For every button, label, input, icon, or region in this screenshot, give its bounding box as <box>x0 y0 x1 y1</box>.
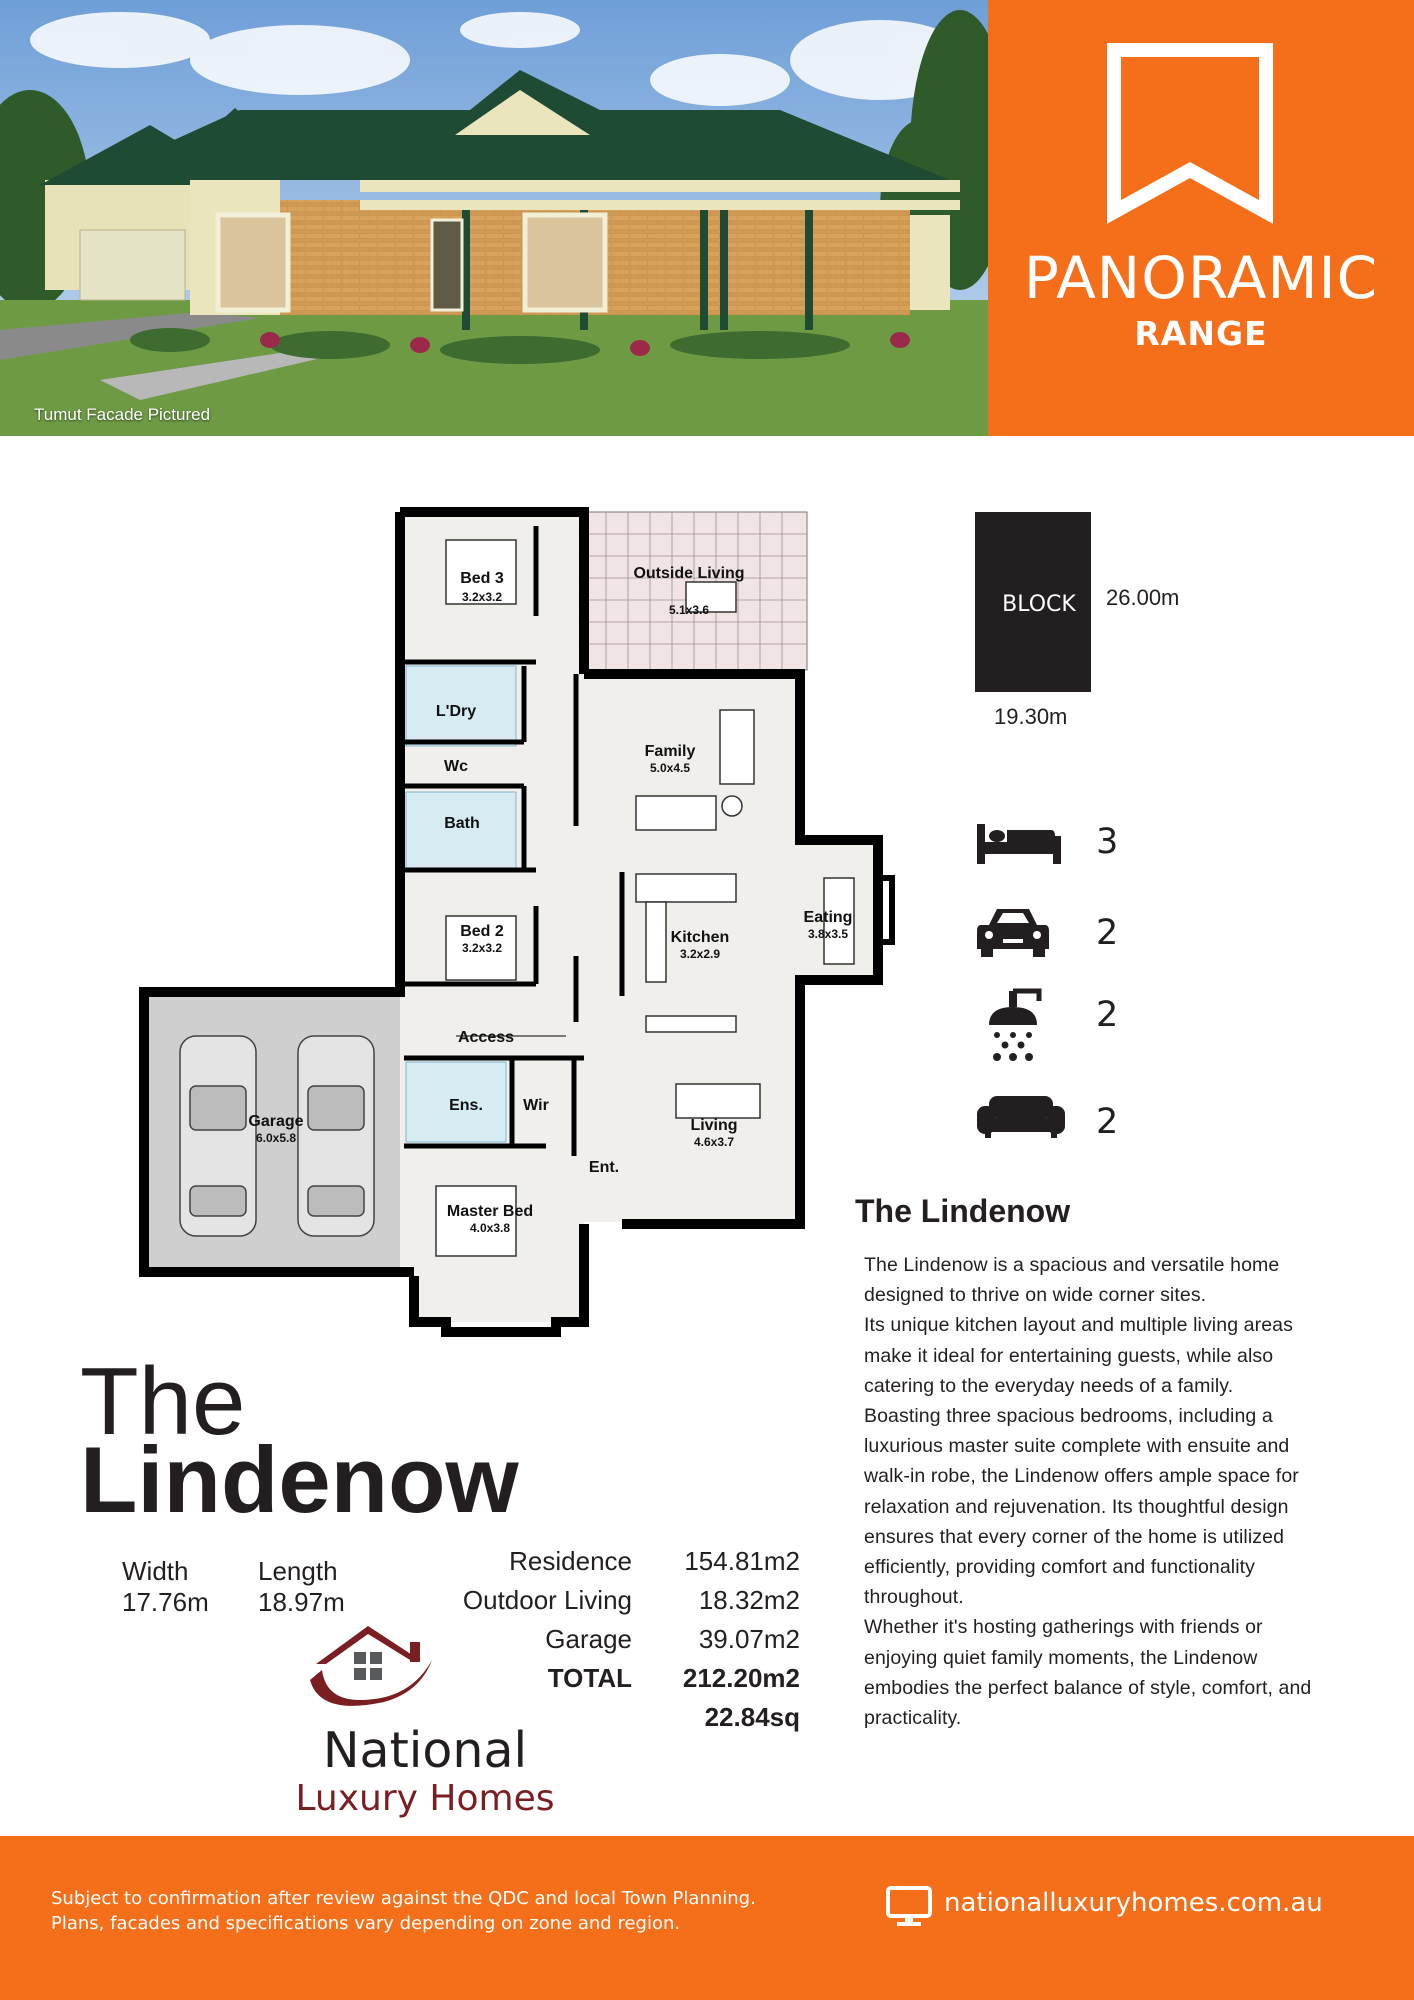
logo-wordmark: National <box>322 1722 528 1779</box>
description-paragraph: Boasting three spacious bedrooms, including a luxurious master suite complete with ensuite and walk-in robe, the Lindenow offers ample space for relaxation and rejuvenation. Its thoughtful design ensures that every corner of the home is utilized efficiently, providing comfort and functionality throughout. <box>864 1405 1299 1609</box>
room-name: Bed 3 <box>460 570 504 587</box>
description-paragraph: Whether it's hosting gatherings with friends or enjoying quiet family moments, the Lindenow embodies the perfect balance of style, comfort, and practicality. <box>864 1616 1312 1730</box>
sofa-icon <box>975 1092 1067 1140</box>
area-row <box>438 1585 800 1624</box>
room-name: Ent. <box>588 1159 620 1176</box>
room-size: 4.6x3.7 <box>693 1135 735 1149</box>
length-label: Length <box>258 1556 338 1586</box>
width-label: Width <box>122 1556 189 1586</box>
feature-bedrooms <box>975 812 1175 872</box>
logo-wordmark-sub: Luxury Homes <box>295 1778 555 1819</box>
home-title: Lindenow <box>80 1427 519 1532</box>
disclaimer <box>51 1886 756 1936</box>
room-size: 3.2x2.9 <box>679 947 721 961</box>
room-size: 5.0x4.5 <box>649 761 691 775</box>
room-size: 6.0x5.8 <box>255 1131 297 1145</box>
room-name: Bed 2 <box>460 923 504 940</box>
length-spec <box>258 1556 345 1618</box>
length-value: 18.97m <box>258 1587 345 1617</box>
block-label: BLOCK <box>1002 592 1076 617</box>
room-size: 3.8x3.5 <box>807 927 849 941</box>
description-body <box>864 1250 1334 1733</box>
monitor-icon <box>886 1886 932 1928</box>
area-label: Residence <box>509 1546 632 1576</box>
feature-count: 2 <box>1096 1102 1119 1142</box>
feature-count: 2 <box>1096 913 1119 953</box>
room-name: Family <box>644 743 696 760</box>
area-row <box>438 1546 800 1585</box>
room-name: Wc <box>444 758 468 775</box>
disclaimer-line: Plans, facades and specifications vary depending on zone and region. <box>51 1913 681 1934</box>
description-title: The Lindenow <box>855 1193 1071 1229</box>
area-value: 22.84sq <box>704 1702 800 1732</box>
feature-garage <box>975 903 1175 963</box>
description-paragraph: Its unique kitchen layout and multiple living areas make it ideal for entertaining guests, while also catering to the everyday needs of a family. <box>864 1314 1293 1397</box>
room-size: 3.2x3.2 <box>461 941 503 955</box>
car-icon <box>975 903 1051 959</box>
room-name: Living <box>690 1117 738 1134</box>
feature-living-areas <box>975 1092 1175 1152</box>
bed-icon <box>975 812 1063 868</box>
area-row <box>438 1624 800 1663</box>
area-value: 39.07m2 <box>698 1624 800 1654</box>
room-name: Access <box>457 1029 515 1046</box>
room-name: Outside Living <box>633 565 745 582</box>
floor-plan <box>136 506 926 1338</box>
area-value: 18.32m2 <box>698 1585 800 1615</box>
feature-count: 2 <box>1096 995 1119 1035</box>
width-value: 17.76m <box>122 1587 209 1617</box>
area-row-total <box>438 1663 800 1702</box>
area-label: Garage <box>545 1624 632 1654</box>
room-name: Eating <box>803 909 853 926</box>
block-depth: 26.00m <box>1106 585 1180 610</box>
room-size: 5.1x3.6 <box>668 603 710 617</box>
block-width: 19.30m <box>994 704 1068 729</box>
area-value: 212.20m2 <box>682 1663 800 1693</box>
room-size: 4.0x3.8 <box>469 1221 511 1235</box>
room-name: Bath <box>444 815 480 832</box>
range-subtitle: RANGE <box>1134 314 1268 353</box>
area-value: 154.81m2 <box>684 1546 800 1576</box>
room-name: Wir <box>523 1097 549 1114</box>
room-name: Garage <box>248 1113 304 1130</box>
disclaimer-line: Subject to confirmation after review against the QDC and local Town Planning. <box>51 1888 756 1909</box>
facade-image <box>0 0 988 436</box>
area-table <box>438 1546 800 1741</box>
width-spec <box>122 1556 209 1618</box>
feature-bathrooms <box>975 985 1175 1045</box>
room-name: Ens. <box>449 1097 483 1114</box>
area-label: TOTAL <box>547 1663 632 1693</box>
room-size: 3.2x3.2 <box>461 590 503 604</box>
description-paragraph: The Lindenow is a spacious and versatile home designed to thrive on wide corner sites. <box>864 1254 1280 1307</box>
area-label: Outdoor Living <box>462 1585 632 1615</box>
footer-bar <box>0 1836 1414 2000</box>
shower-icon <box>975 985 1051 1065</box>
company-logo <box>280 1620 480 1720</box>
range-panel <box>988 0 1414 436</box>
room-name: Master Bed <box>446 1203 534 1220</box>
home-title-prefix: The <box>80 1348 246 1455</box>
feature-count: 3 <box>1096 822 1119 862</box>
range-name: PANORAMIC <box>1023 244 1379 312</box>
bookmark-icon <box>1106 42 1274 228</box>
website-link[interactable]: nationalluxuryhomes.com.au <box>944 1888 1323 1918</box>
facade-caption: Tumut Facade Pictured <box>34 405 211 424</box>
room-name: Kitchen <box>670 929 730 946</box>
room-name: L'Dry <box>435 703 477 720</box>
